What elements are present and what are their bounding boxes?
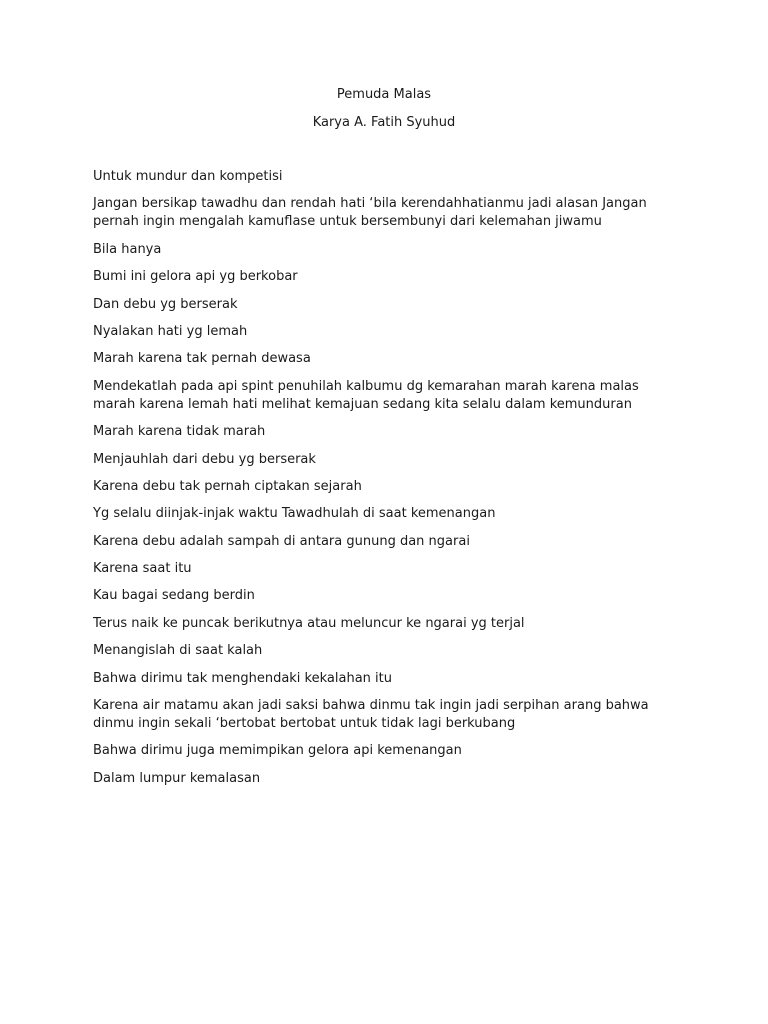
poem-line: Menangislah di saat kalah [93, 643, 263, 659]
poem-line: Kau bagai sedang berdin [93, 588, 255, 604]
poem-body [93, 168, 673, 797]
poem-line: Bahwa dirimu tak menghendaki kekalahan itu [93, 670, 392, 686]
poem-line: Menjauhlah dari debu yg berserak [93, 451, 316, 467]
poem-line: Bila hanya [93, 241, 162, 257]
poem-line: Karena debu tak pernah ciptakan sejarah [93, 478, 362, 494]
poem-line: Dan debu yg berserak [93, 296, 238, 312]
poem-line: Bumi ini gelora api yg berkobar [93, 269, 298, 285]
poem-line: Mendekatlah pada api spint penuhilah kalbumu dg kemarahan marah karena malas marah karena lemah hati melihat kemajuan sedang kita selalu dalam kemunduran [93, 378, 639, 412]
poem-line: Marah karena tidak marah [93, 424, 266, 440]
poem-line: Karena debu adalah sampah di antara gunung dan ngarai [93, 533, 470, 549]
poem-line: Nyalakan hati yg lemah [93, 323, 248, 339]
document-author: Karya A. Fatih Syuhud [312, 115, 456, 130]
poem-line: Marah karena tak pernah dewasa [93, 351, 311, 367]
poem-line: Untuk mundur dan kompetisi [93, 169, 283, 184]
poem-line: Jangan bersikap tawadhu dan rendah hati ‘bila kerendahhatianmu jadi alasan Jangan pernah ingin mengalah kamuflase untuk bersembunyi dari kelemahan jiwamu [93, 196, 647, 230]
poem-line: Terus naik ke puncak berikutnya atau meluncur ke ngarai yg terjal [93, 615, 525, 631]
poem-line: Yg selalu diinjak-injak waktu Tawadhulah di saat kemenangan [93, 506, 496, 522]
document-title: Pemuda Malas [336, 87, 432, 102]
poem-line: Bahwa dirimu juga memimpikan gelora api kemenangan [93, 743, 462, 759]
poem-line: Karena saat itu [93, 561, 192, 577]
poem-line: Karena air matamu akan jadi saksi bahwa dinmu tak ingin jadi serpihan arang bahwa dinmu ingin sekali ‘bertobat bertobat untuk tidak lagi berkubang [93, 698, 649, 732]
poem-line: Dalam lumpur kemalasan [93, 770, 261, 786]
